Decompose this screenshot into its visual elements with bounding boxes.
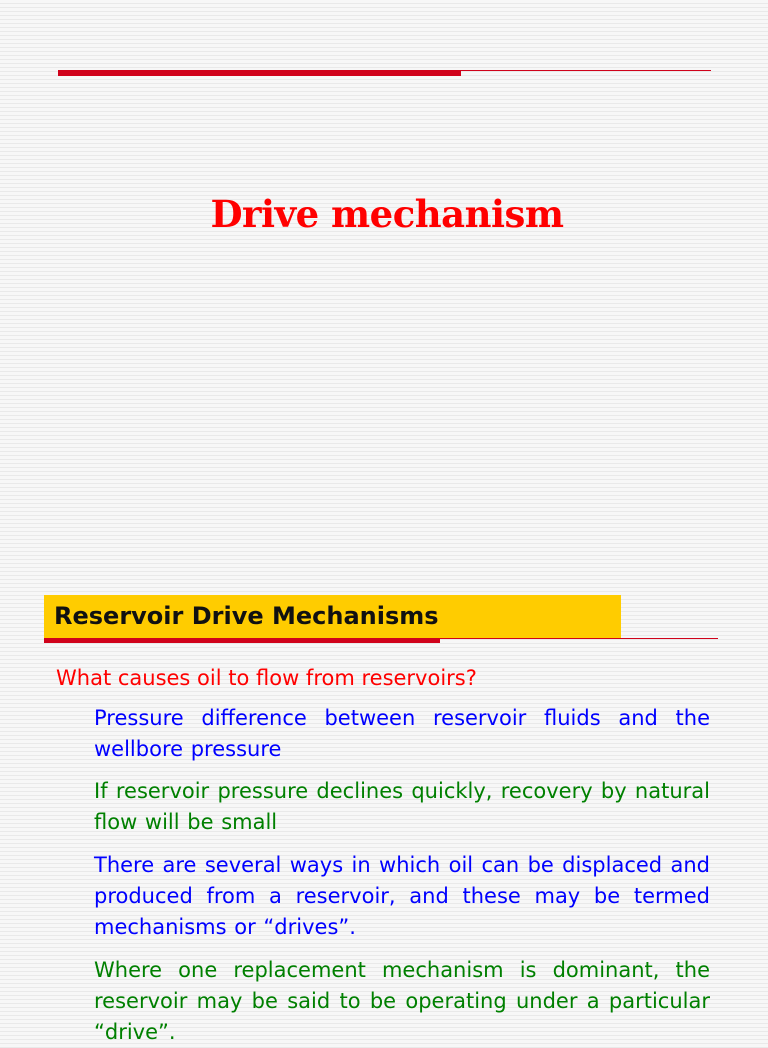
bullet-pressure-decline: If reservoir pressure declines quickly, recovery by natural flow will be small [94,779,710,834]
slide2-rule-thick [44,638,440,643]
slide2-heading: Reservoir Drive Mechanisms [54,602,439,630]
slide1-top-rule-thin [461,70,711,71]
slide1-title: Drive mechanism [210,192,564,236]
bullet-pressure-difference: Pressure difference between reservoir fluids and the wellbore pressure [94,706,710,761]
bullet-displacement-ways: There are several ways in which oil can be displaced and produced from a reservoir, and these may be termed mechanisms or “drives”. [94,853,710,939]
slide2-rule-thin [440,638,718,639]
bullet-dominant-mechanism: Where one replacement mechanism is dominant, the reservoir may be said to be operating under a particular “drive”. [94,958,710,1044]
question-text: What causes oil to flow from reservoirs? [56,666,477,690]
slide1-top-rule-thick [58,70,461,76]
